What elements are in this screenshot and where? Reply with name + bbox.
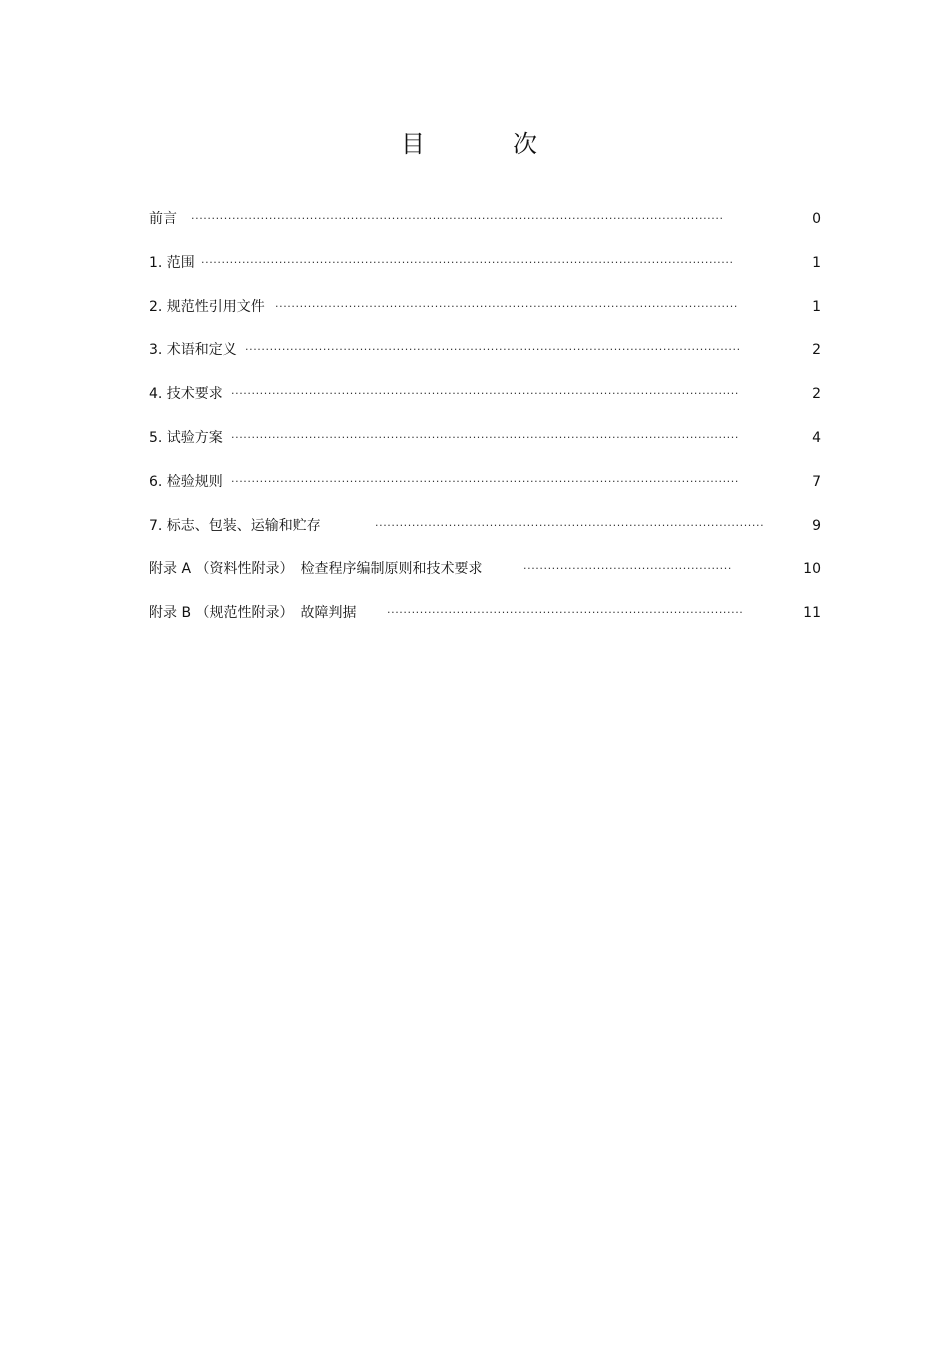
toc-entry-label: 附录 A （资料性附录） 检查程序编制原则和技术要求 (149, 550, 482, 588)
toc-entry-scope[interactable] (149, 244, 821, 288)
toc-entry-label: 1. 范围 (149, 244, 195, 282)
toc-entry-label: 前言 (149, 200, 177, 238)
toc-entry-terms-definitions[interactable] (149, 331, 821, 375)
toc-entry-label: 2. 规范性引用文件 (149, 288, 265, 326)
toc-title: 目 次 (401, 130, 569, 158)
toc-entry-label: 5. 试验方案 (149, 419, 223, 457)
toc-entry-label: 4. 技术要求 (149, 375, 223, 413)
toc-entry-marking-packaging[interactable] (149, 507, 821, 551)
toc-entry-page: 9 (812, 517, 821, 534)
toc-entry-normative-references[interactable] (149, 288, 821, 332)
toc-leader-dots (375, 507, 763, 545)
toc-leader-dots (245, 331, 739, 369)
toc-leader-dots (201, 244, 739, 282)
toc-entry-foreword[interactable] (149, 200, 821, 244)
toc-entry-page: 1 (812, 298, 821, 315)
toc-entry-label: 7. 标志、包装、运输和贮存 (149, 507, 321, 545)
toc-leader-dots (231, 419, 739, 457)
toc-leader-dots (275, 288, 739, 326)
toc-entry-page: 4 (812, 429, 821, 446)
toc-entry-page: 2 (812, 342, 821, 359)
toc-entry-label: 附录 B （规范性附录） 故障判据 (149, 594, 357, 632)
toc-entry-label: 6. 检验规则 (149, 463, 223, 501)
toc-entry-page: 1 (812, 254, 821, 271)
toc-list (149, 200, 821, 638)
toc-leader-dots (231, 463, 739, 501)
toc-leader-dots (387, 594, 743, 632)
toc-leader-dots (191, 200, 743, 238)
toc-leader-dots (523, 550, 733, 588)
toc-entry-technical-requirements[interactable] (149, 375, 821, 419)
toc-leader-dots (231, 375, 739, 413)
toc-entry-page: 11 (803, 605, 821, 622)
toc-entry-inspection-rules[interactable] (149, 463, 821, 507)
toc-entry-appendix-b[interactable] (149, 594, 821, 638)
toc-entry-appendix-a[interactable] (149, 550, 821, 594)
toc-entry-test-plan[interactable] (149, 419, 821, 463)
toc-entry-page: 0 (812, 211, 821, 227)
toc-entry-page: 7 (812, 473, 821, 490)
toc-entry-page: 10 (803, 561, 821, 578)
toc-entry-page: 2 (812, 386, 821, 403)
toc-entry-label: 3. 术语和定义 (149, 331, 237, 369)
